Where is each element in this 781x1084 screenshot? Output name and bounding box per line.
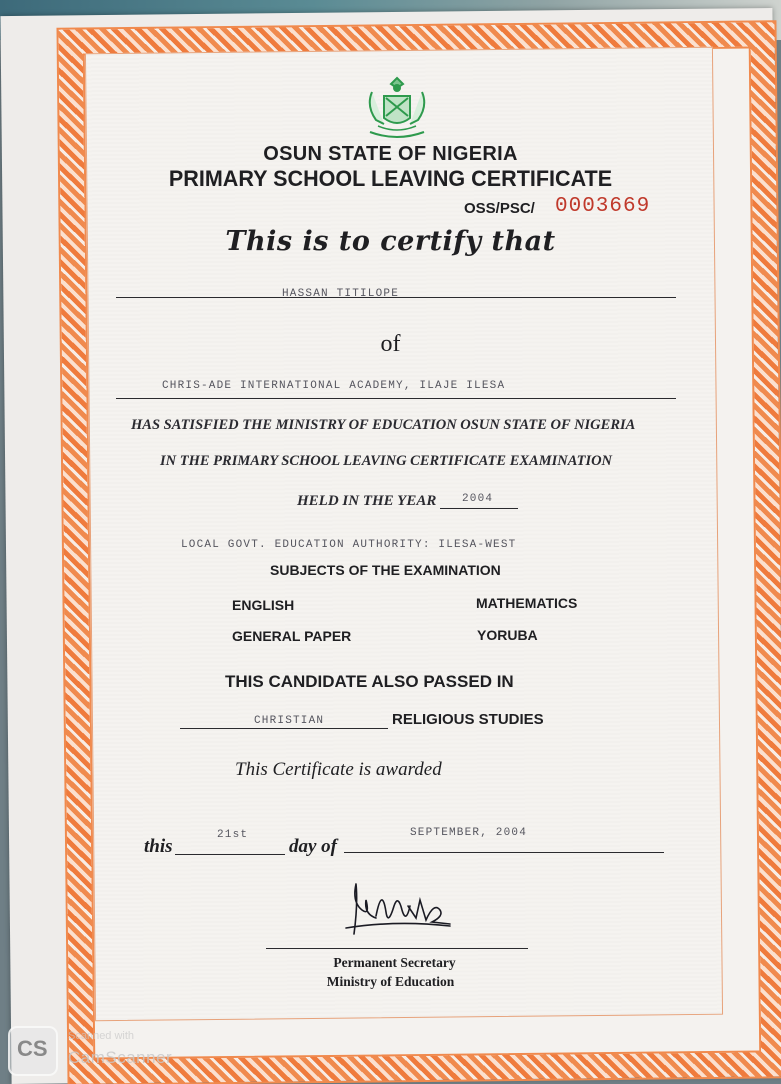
subjects-heading: SUBJECTS OF THE EXAMINATION — [270, 562, 501, 578]
this-label: this — [144, 836, 173, 857]
month-year-value: SEPTEMBER, 2004 — [410, 827, 528, 839]
camscanner-logo-text: CS — [17, 1036, 48, 1061]
also-passed-heading: THIS CANDIDATE ALSO PASSED IN — [225, 672, 514, 691]
name-underline — [116, 297, 676, 298]
serial-prefix: OSS/PSC/ — [464, 200, 535, 217]
school-underline — [116, 398, 676, 399]
signatory-title: Permanent Secretary — [333, 955, 456, 970]
date-underline — [344, 852, 664, 853]
satisfied-line-2: IN THE PRIMARY SCHOOL LEAVING CERTIFICATE EXAMINATION — [160, 453, 613, 469]
signatory-org: Ministry of Education — [326, 974, 455, 989]
religion-underline — [180, 728, 388, 729]
state-title: OSUN STATE OF NIGERIA — [263, 143, 518, 165]
camscanner-watermark: CamScanner — [68, 1048, 173, 1067]
day-underline — [175, 854, 285, 855]
year-underline — [440, 508, 518, 509]
religion-value: CHRISTIAN — [254, 715, 325, 727]
scanned-with-text: Scanned with — [68, 1030, 135, 1042]
school-name: CHRIS-ADE INTERNATIONAL ACADEMY, ILAJE ILESA — [162, 380, 506, 392]
camscanner-logo — [8, 1026, 58, 1076]
certify-heading: This is to certify that — [225, 226, 556, 257]
day-value: 21st — [217, 829, 249, 841]
religion-label: RELIGIOUS STUDIES — [392, 711, 544, 728]
certificate-title: PRIMARY SCHOOL LEAVING CERTIFICATE — [168, 166, 613, 191]
of-label: of — [380, 331, 401, 357]
awarded-text: This Certificate is awarded — [235, 759, 442, 780]
candidate-name: HASSAN TITILOPE — [282, 288, 400, 300]
held-label: HELD IN THE YEAR — [297, 493, 437, 509]
lga-line: LOCAL GOVT. EDUCATION AUTHORITY: ILESA-WEST — [181, 539, 517, 551]
subject-english: ENGLISH — [232, 597, 295, 613]
subject-general-paper: GENERAL PAPER — [232, 628, 352, 644]
coat-of-arms-icon — [358, 72, 436, 150]
satisfied-line-1: HAS SATISFIED THE MINISTRY OF EDUCATION OSUN STATE OF NIGERIA — [131, 417, 636, 433]
subject-yoruba: YORUBA — [477, 627, 538, 643]
subject-mathematics: MATHEMATICS — [476, 595, 578, 611]
serial-number: 0003669 — [555, 195, 651, 218]
day-of-label: day of — [289, 836, 338, 857]
signature — [342, 876, 462, 942]
exam-year: 2004 — [462, 493, 494, 505]
signature-line — [266, 948, 528, 949]
